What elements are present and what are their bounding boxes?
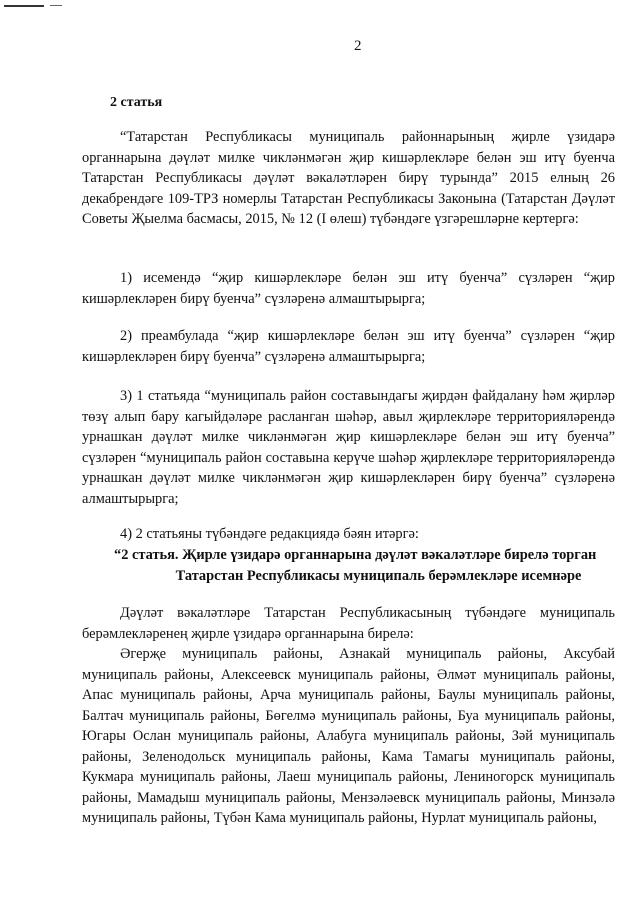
intro-paragraph: “Татарстан Республикасы муниципаль районнарының җирле үзидарә органнарына дәүләт милке чикләнмәгән җир кишәрлекләре белән эш итү буенча Татарстан Республикасы дәүләт вәкаләтләрен бирү турында” 2015 елның 26 декабрендәге 109-ТРЗ номерлы Татарстан Республикасы Законына (Татарстан Дәүләт Советы Җыелма басмасы, 2015, № 12 (I өлеш) түбәндәге үзгәрешләрне кертергә: <box>82 129 615 227</box>
list-item: 1) исемендә “җир кишәрлекләре белән эш итү буенча” сүзләрен “җир кишәрлекләрен бирү буенча” сүзләренә алмаштырырга; <box>82 270 615 307</box>
list-item: 3) 1 статьяда “муниципаль район составындагы җирдән файдалану һәм җирләр төзү алып бару кагыйдәләре расланган шәһәр, авыл җирлекләре территорияләрендә урнашкан дәүләт милке чикләнмәгән җир кишәрлекләре белән эш итү буенча” сүзләрен “муниципаль район составына керүче шәһәр җирлекләре территорияләрендә урнашкан дәүләт милке чикләнмәгән җир кишәрлекләрен бирү буенча” сүзләренә алмаштырырга; <box>82 388 615 507</box>
list-item: 4) 2 статьяны түбәндәге редакциядә бәян итәргә: <box>120 526 419 542</box>
page-number: 2 <box>354 38 362 54</box>
new-article-prefix: “2 статья. <box>114 547 179 563</box>
article-heading: 2 статья <box>110 95 163 110</box>
districts-paragraph: Әгерҗе муниципаль районы, Азнакай муниципаль районы, Аксубай муниципаль районы, Алексеевск муниципаль районы, Әлмәт муниципаль районы, Апас муниципаль районы, Арча муниципаль районы, Баулы муниципаль районы, Балтач муниципаль районы, Бөгелмә муниципаль районы, Буа муниципаль районы, Югары Ослан муниципаль районы, Алабуга муниципаль районы, Зәй муниципаль районы, Зеленодольск муниципаль районы, Кама Тамагы муниципаль районы, Кукмара муниципаль районы, Лаеш муниципаль районы, Лениногорск муниципаль районы, Мамадыш муниципаль районы, Мензәләевск муниципаль районы, Минзәлә муниципаль районы, Түбән Кама муниципаль районы, Нурлат муниципаль районы, <box>82 646 615 826</box>
new-article-title-line2: Татарстан Республикасы муниципаль берәмлекләре исемнәре <box>175 568 582 584</box>
body-paragraph: Дәүләт вәкаләтләре Татарстан Республикасының түбәндәге муниципаль берәмлекләренең җирле үзидарә органнарына бирелә: <box>82 605 615 642</box>
list-item: 2) преамбулада “җир кишәрлекләре белән эш итү буенча” сүзләрен “җир кишәрлекләрен бирү буенча” сүзләренә алмаштырырга; <box>82 328 615 365</box>
scan-artifact-line <box>4 5 44 7</box>
new-article-title-1: Җирле үзидарә органнарына дәүләт вәкаләтләре бирелә торган <box>182 547 597 563</box>
scan-artifact-line <box>50 5 62 6</box>
new-article-title-line1 <box>114 545 614 566</box>
